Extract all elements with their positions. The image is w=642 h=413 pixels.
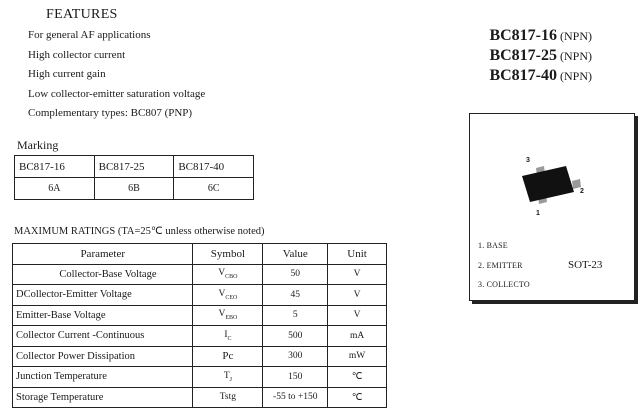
feature-item: Low collector-emitter saturation voltage: [28, 88, 206, 100]
symbol-sub: J: [229, 376, 232, 383]
symbol-main: I: [224, 329, 228, 340]
pin-label: 3. COLLECTO: [478, 280, 530, 289]
feature-item: Complementary types: BC807 (PNP): [28, 107, 193, 119]
symbol-sub: CBO: [225, 274, 238, 281]
unit-cell: mW: [328, 346, 387, 367]
table-row: [13, 367, 387, 388]
table-row: [13, 326, 387, 347]
table-row: [13, 346, 387, 367]
column-header: Symbol: [193, 244, 263, 265]
symbol-cell: Tstg: [193, 387, 263, 408]
symbol-cell: Pc: [193, 346, 263, 367]
value-cell: 50: [263, 264, 328, 285]
marking-label: Marking: [17, 138, 59, 152]
feature-item: High collector current: [28, 49, 126, 61]
parameter-cell: Collector-Base Voltage: [13, 264, 193, 285]
part-name: BC817-16: [489, 27, 557, 44]
part-number: [489, 67, 592, 85]
parameter-cell: Emitter-Base Voltage: [13, 305, 193, 326]
marking-code: 6B: [94, 178, 174, 200]
pin-label: 2. EMITTER: [478, 261, 523, 270]
parameter-cell: Storage Temperature: [13, 387, 193, 408]
value-cell: 5: [263, 305, 328, 326]
marking-header: BC817-16: [15, 156, 95, 178]
marking-code: 6C: [174, 178, 254, 200]
value-cell: 300: [263, 346, 328, 367]
unit-cell: ℃: [328, 387, 387, 408]
part-type: (NPN): [560, 69, 592, 83]
features-heading: FEATURES: [46, 7, 118, 22]
marking-table: [14, 155, 254, 200]
part-type: (NPN): [560, 29, 592, 43]
unit-cell: V: [328, 264, 387, 285]
marking-code: 6A: [15, 178, 95, 200]
package-box: [469, 113, 635, 301]
symbol-cell: [193, 367, 263, 388]
marking-header: BC817-40: [174, 156, 254, 178]
parameter-cell: Junction Temperature: [13, 367, 193, 388]
feature-item: High current gain: [28, 68, 106, 80]
table-row: [13, 264, 387, 285]
symbol-cell: [193, 264, 263, 285]
unit-cell: V: [328, 285, 387, 306]
value-cell: -55 to +150: [263, 387, 328, 408]
table-row: [13, 305, 387, 326]
feature-item: For general AF applications: [28, 29, 151, 41]
part-type: (NPN): [560, 49, 592, 63]
symbol-main: V: [218, 268, 226, 279]
unit-cell: mA: [328, 326, 387, 347]
package-name: SOT-23: [568, 259, 603, 271]
symbol-cell: [193, 326, 263, 347]
symbol-sub: EBO: [225, 315, 238, 322]
column-header: Parameter: [13, 244, 193, 265]
symbol-cell: [193, 305, 263, 326]
part-name: BC817-40: [489, 67, 557, 84]
parameter-cell: DCollector-Emitter Voltage: [13, 285, 193, 306]
symbol-main: T: [223, 370, 230, 381]
pin-number: 2: [580, 188, 584, 195]
column-header: Value: [263, 244, 328, 265]
part-name: BC817-25: [489, 47, 557, 64]
symbol-sub: C: [227, 335, 232, 342]
column-header: Unit: [328, 244, 387, 265]
pin-number: 3: [526, 157, 530, 164]
table-row: [13, 387, 387, 408]
value-cell: 45: [263, 285, 328, 306]
ratings-title: MAXIMUM RATINGS (TA=25℃ unless otherwise noted): [14, 226, 265, 237]
table-row: [13, 285, 387, 306]
part-number: [489, 47, 592, 65]
symbol-main: V: [218, 309, 226, 320]
ratings-table: [12, 243, 387, 408]
symbol-cell: [193, 285, 263, 306]
pin-number: 1: [536, 210, 540, 217]
symbol-main: V: [218, 288, 226, 299]
package-body: [522, 166, 574, 202]
part-number: [489, 27, 592, 45]
value-cell: 150: [263, 367, 328, 388]
parameter-cell: Collector Power Dissipation: [13, 346, 193, 367]
unit-cell: V: [328, 305, 387, 326]
parameter-cell: Collector Current -Continuous: [13, 326, 193, 347]
pin-label: 1. BASE: [478, 241, 508, 250]
unit-cell: ℃: [328, 367, 387, 388]
value-cell: 500: [263, 326, 328, 347]
symbol-sub: CEO: [225, 294, 238, 301]
marking-header: BC817-25: [94, 156, 174, 178]
